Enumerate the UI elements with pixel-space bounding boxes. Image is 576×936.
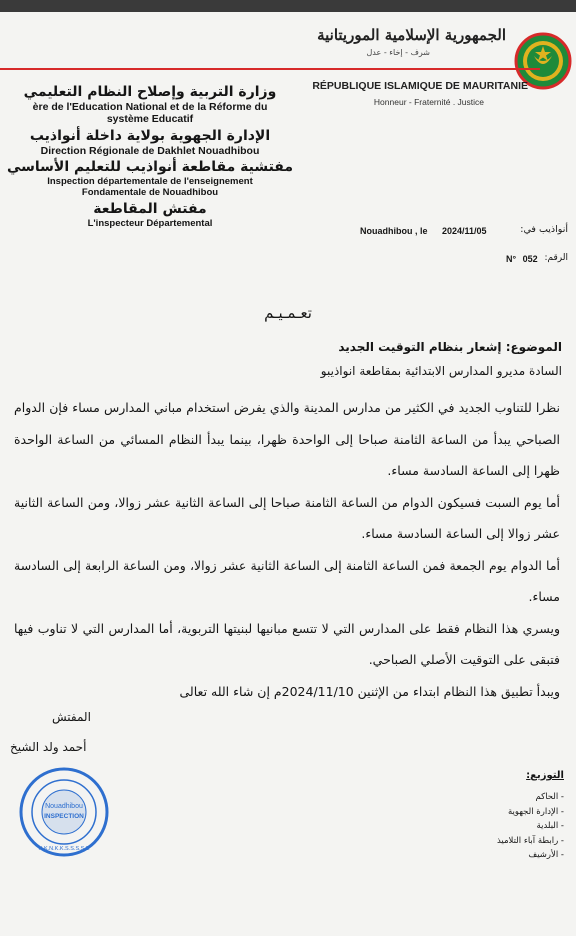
- ministry-arabic: وزارة التربية وإصلاح النظام التعليمي: [23, 84, 277, 100]
- body-paragraph-3: أما الدوام يوم الجمعة فمن الساعة الثامنة إلى الساعة الثانية عشر زوالا، ومن الساعة الرابعة إلى السادسة مساء.: [14, 557, 560, 604]
- signer-name: أحمد ولد الشيخ: [10, 740, 87, 754]
- inspection-arabic: مفتشية مقاطعة أنواذيب للتعليم الأساسي: [6, 159, 294, 175]
- list-item: - الإدارة الجهوية: [507, 806, 564, 817]
- distribution-title: التوزيع:: [526, 770, 564, 781]
- list-item: - الحاكم: [535, 792, 564, 802]
- place-label: Nouadhibou , le: [360, 226, 428, 236]
- document-body: [14, 392, 560, 707]
- date-line: [360, 226, 487, 236]
- official-stamp-icon: [18, 766, 110, 858]
- republic-french: RÉPUBLIQUE ISLAMIQUE DE MAURITANIE: [312, 80, 528, 92]
- ministry-french-line1: ère de l'Education National et de la Réforme du: [32, 101, 268, 113]
- document-addressee: السادة مديرو المدارس الابتدائية بمقاطعة انواذيبو: [320, 364, 562, 378]
- motto-french: Honneur - Fraternité . Justice: [373, 97, 484, 107]
- region-arabic: الإدارة الجهوية بولاية داخلة أنواذيب: [29, 128, 271, 144]
- list-item: - الأرشيف: [528, 850, 564, 860]
- inspection-french-line2: Fondamentale de Nouadhibou: [81, 187, 219, 198]
- inspector-french: L'inspecteur Départemental: [87, 218, 213, 229]
- stamp-text-2: INSPECTION: [44, 813, 84, 820]
- letterhead-block: [0, 84, 300, 229]
- date-label-arabic: أنواذيب في:: [520, 224, 568, 235]
- list-item: - رابطة آباء التلاميذ: [496, 835, 564, 846]
- region-french: Direction Régionale de Dakhlet Nouadhibou: [40, 145, 260, 157]
- number-value: 052: [522, 254, 538, 264]
- body-paragraph-4: ويسري هذا النظام فقط على المدارس التي لا تتسع مبانيها لبنيتها التربوية، أما المدارس التي لا تناوب فيها فتبقى على التوقيت الأصلي الصباحي.: [14, 620, 560, 667]
- republic-arabic: الجمهورية الإسلامية الموريتانية: [317, 26, 506, 44]
- inspection-french-line1: Inspection départementale de l'enseignement: [47, 176, 253, 187]
- body-paragraph-5: ويبدأ تطبيق هذا النظام ابتداء من الإثنين 2024/11/10م إن شاء الله تعالى: [179, 683, 560, 699]
- stamp-text-1: Nouadhibou: [45, 803, 83, 810]
- number-label-arabic: الرقم:: [544, 253, 568, 263]
- list-item: - البلدية: [536, 821, 564, 831]
- body-paragraph-1: نظرا للتناوب الجديد في الكثير من مدارس المدينة والذي يفرض استخدام مباني المدارس مساء فإن الدوام الصباحي يبدأ من الساعة الثامنة صباحا إلى الواحدة ظهرا، بينما يبدأ النظام المسائي من الساعة الواحدة ظهرا إلى الساعة السادسة مساء.: [14, 400, 560, 478]
- reference-number: [506, 254, 538, 264]
- signer-title: المفتش: [52, 710, 91, 724]
- document-title: تعـمـيـم: [264, 304, 312, 322]
- inspector-arabic: مفتش المقاطعة: [93, 201, 207, 217]
- ministry-french-line2: système Educatif: [106, 113, 194, 125]
- document-subject: الموضوع: إشعار بنظام التوقيت الجديد: [338, 340, 562, 354]
- motto-arabic: شرف - إخاء - عدل: [366, 48, 430, 57]
- header-divider: [0, 68, 540, 70]
- stamp-text-3: N.K.N.K.K.S.S.S.S.E: [38, 846, 90, 852]
- distribution-list: [497, 790, 564, 863]
- top-bar: [0, 0, 576, 12]
- number-label: N°: [506, 254, 517, 264]
- date-value: 2024/11/05: [442, 226, 487, 236]
- body-paragraph-2: أما يوم السبت فسيكون الدوام من الساعة الثامنة صباحا إلى الساعة الثانية عشر زوالا، ومن الساعة الثانية عشر زوالا إلى الساعة السادسة مساء.: [14, 494, 560, 541]
